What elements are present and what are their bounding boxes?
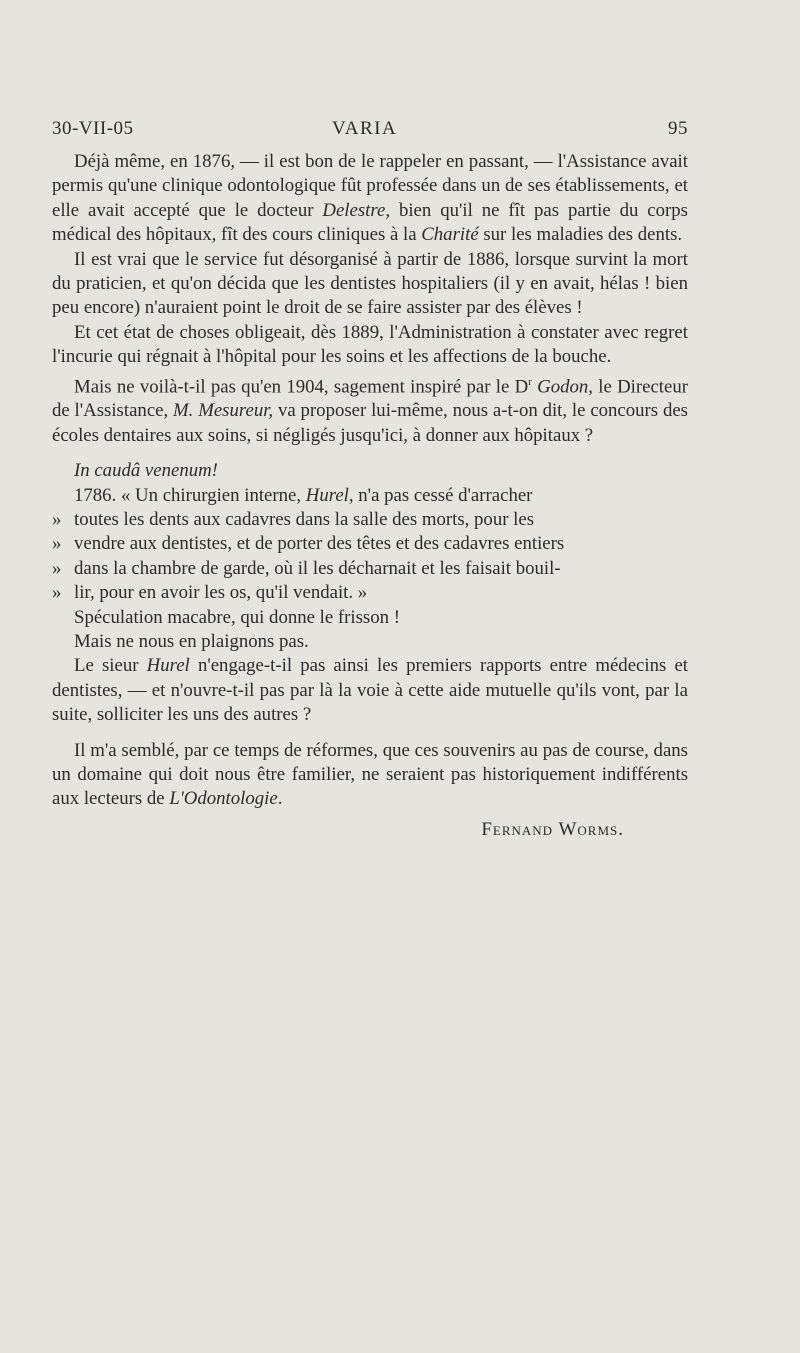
paragraph-1904: Mais ne voilà-t-il pas qu'en 1904, sagement inspiré par le $D^r$ Godon, le Directeur de l'Assistance, M. Mesureur, va proposer lui-même, nous a-t-on dit, le concours des écoles dentaires aux soins, si négligés jusqu'ici, à donner aux hôpitaux ?	[52, 375, 688, 446]
page-number: 95	[668, 118, 688, 139]
paragraph-speculation: Spéculation macabre, qui donne le frisson !	[74, 606, 400, 628]
issue-date: 30-VII-05	[52, 118, 134, 139]
paragraph-plaignons: Mais ne nous en plaignons pas.	[74, 630, 309, 652]
paragraph-conclusion: Il m'a semblé, par ce temps de réformes, que ces souvenirs au pas de course, dans un domaine qui doit nous être familier, ne seraient pas historiquement indifférents aux lecteurs de L'Odontologie.	[52, 739, 688, 810]
paragraph-hurel: Le sieur Hurel n'engage-t-il pas ainsi les premiers rapports entre médecins et dentistes, — et n'ouvre-t-il pas par là la voie à cette aide mutuelle qu'ils vont, par la suite, solliciter les uns des autres ?	[52, 655, 688, 726]
latin-motto: In caudâ venenum!	[74, 460, 218, 482]
running-header	[52, 118, 688, 146]
section-title: VARIA	[332, 118, 398, 139]
author-signature: Fernand Worms.	[481, 818, 624, 840]
quote-line: » toutes les dents aux cadavres dans la salle des morts, pour les	[52, 508, 535, 530]
quote-1786-continuation	[52, 508, 688, 606]
paragraph-assistance-1876: Déjà même, en 1876, — il est bon de le rappeler en passant, — l'Assistance avait permis qu'une clinique odontologique fût professée dans un de ses établissements, et elle avait accepté que le docteur Delestre, bien qu'il ne fît pas partie du corps médical des hôpitaux, fît des cours cliniques à la Charité sur les maladies des dents.	[52, 151, 688, 246]
quote-line: » dans la chambre de garde, où il les décharnait et les faisait bouil-	[52, 557, 561, 579]
quote-line: » vendre aux dentistes, et de porter des têtes et des cadavres entiers	[52, 533, 565, 555]
quote-1786-intro: 1786. « Un chirurgien interne, Hurel, n'a pas cessé d'arracher	[74, 484, 533, 506]
article-body	[52, 150, 688, 842]
paragraph-1889: Et cet état de choses obligeait, dès 1889, l'Administration à constater avec regret l'incurie qui régnait à l'hôpital pour les soins et les affections de la bouche.	[52, 321, 688, 368]
quote-line: » lir, pour en avoir les os, qu'il vendait. »	[52, 582, 368, 604]
paragraph-service-1886: Il est vrai que le service fut désorganisé à partir de 1886, lorsque survint la mort du praticien, et qu'on décida que les dentistes hospitaliers (il y en avait, hélas ! bien peu encore) n'auraient point le droit de se faire assister par des élèves !	[52, 248, 688, 319]
